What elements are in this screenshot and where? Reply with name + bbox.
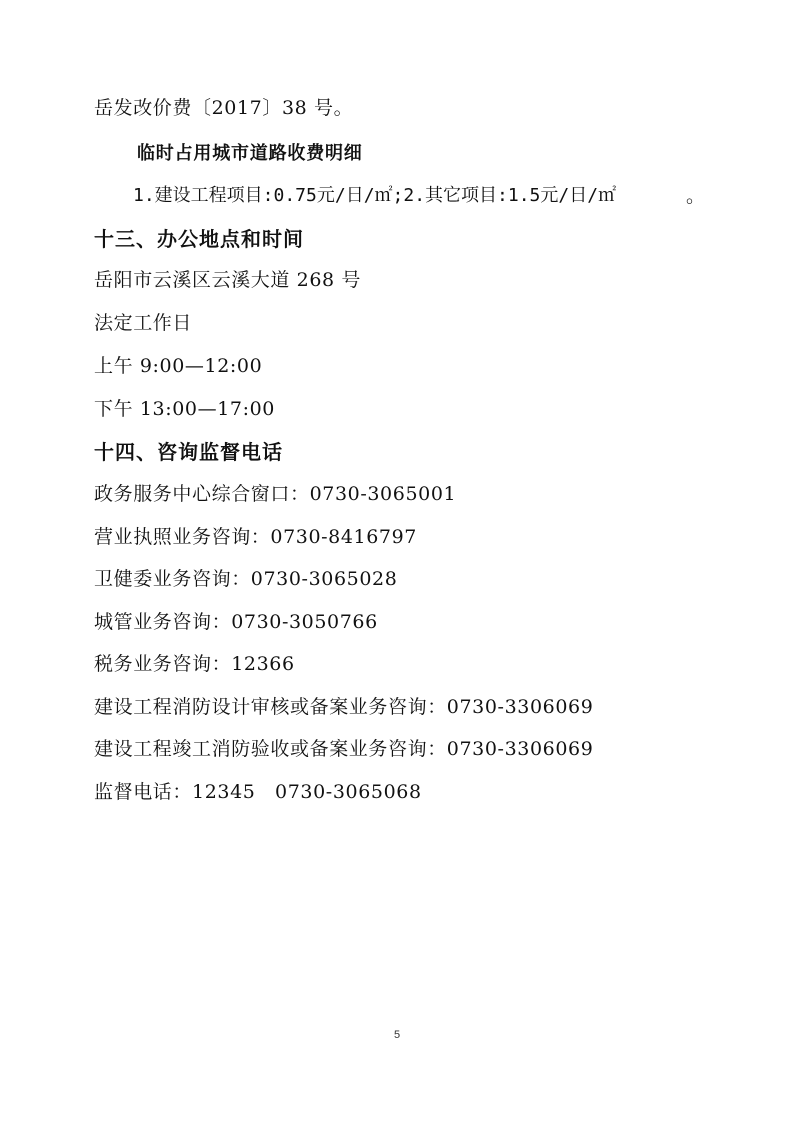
contact-line: 建设工程消防设计审核或备案业务咨询：0730-3306069 [94,696,594,718]
contact-line: 卫健委业务咨询：0730-3065028 [94,568,398,590]
doc-reference-text: 岳发改价费〔2017〕38 号。 [94,97,354,119]
section-14-heading: 十四、咨询监督电话 [94,440,283,464]
section-13-heading: 十三、办公地点和时间 [94,227,304,251]
office-morning-hours: 上午 9:00—12:00 [94,355,263,377]
contact-line: 政务服务中心综合窗口：0730-3065001 [94,483,457,505]
page-number: 5 [394,1029,401,1041]
office-workdays: 法定工作日 [94,312,193,334]
contact-line: 营业执照业务咨询：0730-8416797 [94,526,417,548]
contact-line: 税务业务咨询：12366 [94,653,295,675]
contact-line: 城管业务咨询：0730-3050766 [94,611,378,633]
fee-detail-title: 临时占用城市道路收费明细 [137,143,363,164]
fee-detail-end-mark: 。 [686,185,706,207]
fee-detail-line: 1.建设工程项目:0.75元/日/㎡;2.其它项目:1.5元/日/㎡ [133,185,617,206]
contact-line: 监督电话：12345 0730-3065068 [94,781,422,803]
office-afternoon-hours: 下午 13:00—17:00 [94,398,275,420]
office-address: 岳阳市云溪区云溪大道 268 号 [94,269,361,291]
contact-line: 建设工程竣工消防验收或备案业务咨询：0730-3306069 [94,738,594,760]
